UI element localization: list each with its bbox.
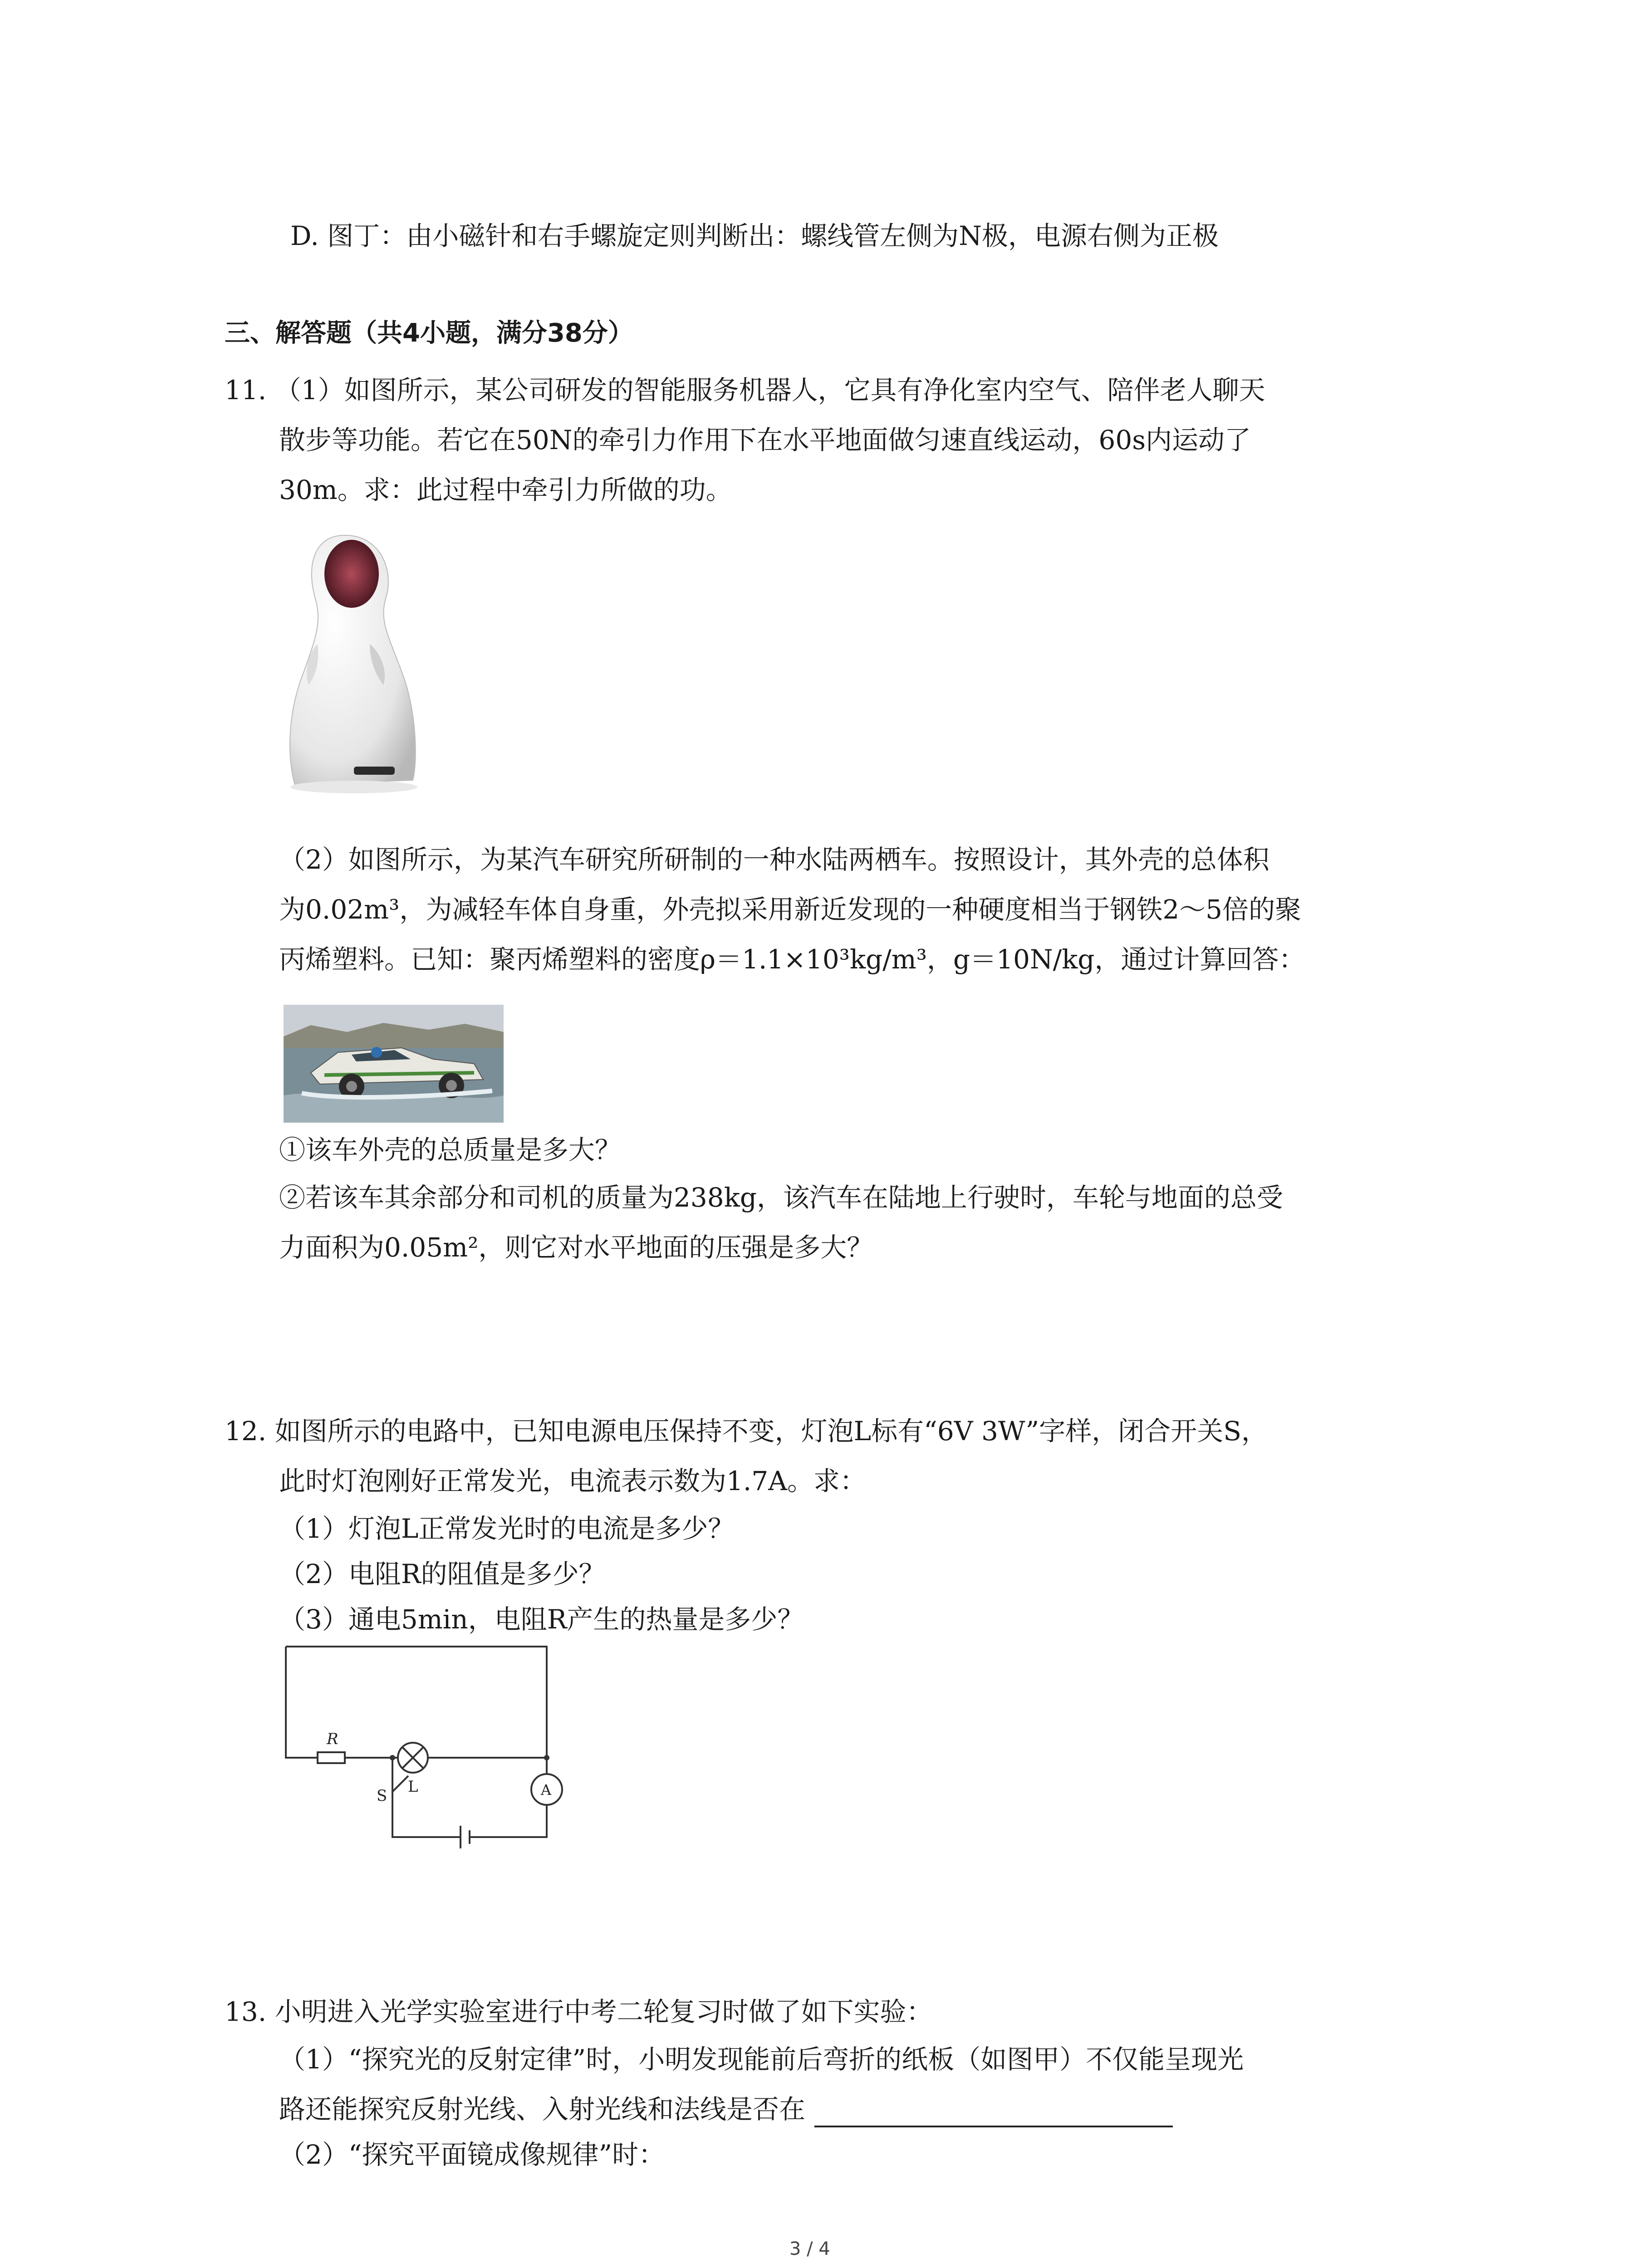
q12-sub-question-2: （2）电阻R的阻值是多少？ <box>279 1559 605 1589</box>
circuit-label-l: L <box>408 1778 418 1796</box>
page-number: 3 / 4 <box>789 2239 830 2259</box>
section-title: 三、解答题（共4小题，满分38分） <box>225 318 633 348</box>
circuit-label-r: R <box>327 1730 338 1748</box>
q13-line-1: 13. 小明进入光学实验室进行中考二轮复习时做了如下实验： <box>225 1996 933 2027</box>
circuit-label-a: A <box>541 1781 552 1799</box>
q12-line-2: 此时灯泡刚好正常发光，电流表示数为1.7A。求： <box>279 1466 867 1496</box>
q11-part2-line-2: 为0.02m³，为减轻车体自身重，外壳拟采用新近发现的一种硬度相当于钢铁2～5倍的聚 <box>279 894 1302 925</box>
answer-blank[interactable] <box>814 2098 1173 2127</box>
q13-sub-question-1-line-1: （1）“探究光的反射定律”时，小明发现能前后弯折的纸板（如图甲）不仅能呈现光 <box>279 2044 1244 2075</box>
circuit-label-s: S <box>377 1787 387 1805</box>
q11-sub-question-2-line-2: 力面积为0.05m²，则它对水平地面的压强是多大？ <box>279 1232 873 1263</box>
circuit-diagram <box>279 1642 578 1855</box>
q11-line-1: 11. （1）如图所示，某公司研发的智能服务机器人，它具有净化室内空气、陪伴老人聊天 <box>225 375 1265 406</box>
q11-line-2: 散步等功能。若它在50N的牵引力作用下在水平地面做匀速直线运动，60s内运动了 <box>279 425 1251 455</box>
q11-line-3: 30m。求：此过程中牵引力所做的功。 <box>279 474 732 505</box>
q13-sub-question-2: （2）“探究平面镜成像规律”时： <box>279 2139 665 2170</box>
option-d: D. 图丁：由小磁针和右手螺旋定则判断出：螺线管左侧为N极，电源右侧为正极 <box>290 220 1219 251</box>
q12-sub-question-3: （3）通电5min，电阻R产生的热量是多少？ <box>279 1604 804 1635</box>
q11-part2-line-3: 丙烯塑料。已知：聚丙烯塑料的密度ρ＝1.1×10³kg/m³，g＝10N/kg，通过计算回答： <box>279 944 1305 975</box>
q11-part2-line-1: （2）如图所示，为某汽车研究所研制的一种水陆两栖车。按照设计，其外壳的总体积 <box>279 844 1269 875</box>
q13-sub-question-1-text: 路还能探究反射光线、入射光线和法线是否在 <box>279 2094 806 2125</box>
q11-sub-question-1: ①该车外壳的总质量是多大？ <box>279 1134 622 1165</box>
amphibious-car-image <box>284 1005 504 1123</box>
q12-line-1: 12. 如图所示的电路中，已知电源电压保持不变，灯泡L标有“6V 3W”字样，闭合开关S， <box>225 1416 1268 1447</box>
q13-sub-question-1-line-2 <box>279 2091 1173 2127</box>
q11-sub-question-2-line-1: ②若该车其余部分和司机的质量为238kg，该汽车在陆地上行驶时，车轮与地面的总受 <box>279 1182 1283 1213</box>
robot-image <box>277 508 431 798</box>
q12-sub-question-1: （1）灯泡L正常发光时的电流是多少？ <box>279 1513 735 1544</box>
